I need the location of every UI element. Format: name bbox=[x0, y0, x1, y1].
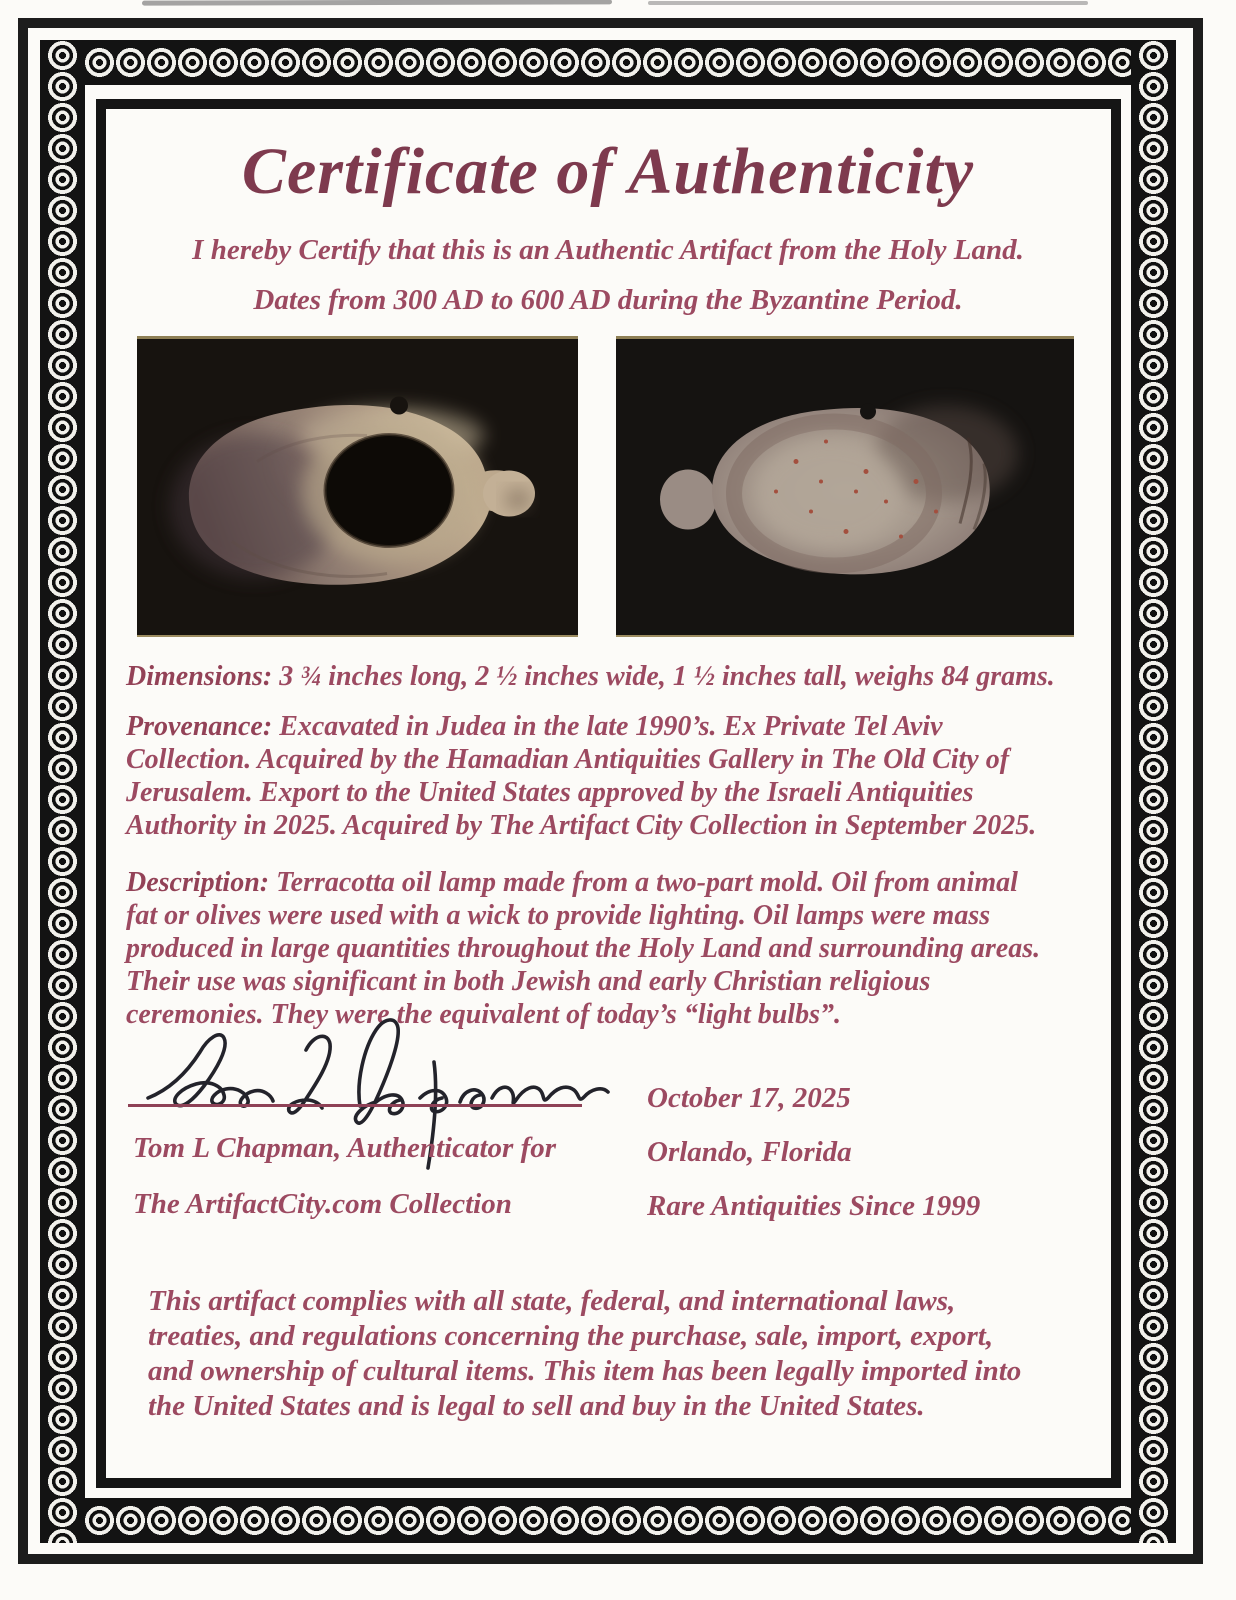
scan-smudge bbox=[142, 0, 612, 6]
description-label: Description: bbox=[126, 867, 270, 898]
scan-smudge bbox=[648, 1, 1088, 5]
page-title: Certificate of Authenticity bbox=[241, 135, 975, 208]
dimensions-label: Dimensions: bbox=[126, 661, 273, 692]
circle-band-left bbox=[40, 40, 85, 1543]
dimensions-text: 3 ¾ inches long, 2 ½ inches wide, 1 ½ inches tall, weighs 84 grams. bbox=[279, 661, 1055, 692]
description-line: Their use was significant in both Jewish and early Christian religious bbox=[126, 966, 931, 997]
dates-line: Dates from 300 AD to 600 AD during the Byzantine Period. bbox=[253, 284, 963, 316]
company-tagline: Rare Antiquities Since 1999 bbox=[647, 1190, 981, 1222]
circle-band-bottom bbox=[84, 1498, 1132, 1543]
provenance-paragraph bbox=[126, 710, 1036, 842]
signature-line bbox=[128, 1104, 582, 1107]
description-line: fat or olives were used with a wick to provide lighting. Oil lamps were mass bbox=[126, 900, 991, 931]
certify-line: I hereby Certify that this is an Authentic Artifact from the Holy Land. bbox=[192, 234, 1024, 266]
provenance-line: Collection. Acquired by the Hamadian Antiquities Gallery in The Old City of bbox=[126, 744, 1010, 775]
provenance-label: Provenance: bbox=[126, 711, 273, 742]
description-line: Terracotta oil lamp made from a two-part mold. Oil from animal bbox=[276, 867, 1018, 898]
legal-line: treaties, and regulations concerning the purchase, sale, import, export, bbox=[148, 1320, 994, 1352]
provenance-line: Jerusalem. Export to the United States approved by the Israeli Antiquities bbox=[126, 777, 974, 808]
legal-line: This artifact complies with all state, federal, and international laws, bbox=[148, 1285, 956, 1317]
legal-line: and ownership of cultural items. This item has been legally imported into bbox=[148, 1355, 1022, 1387]
description-line: produced in large quantities throughout the Holy Land and surrounding areas. bbox=[126, 933, 1041, 964]
legal-paragraph bbox=[148, 1284, 1021, 1424]
provenance-line: Excavated in Judea in the late 1990’s. Ex Private Tel Aviv bbox=[279, 711, 943, 742]
legal-line: the United States and is legal to sell and buy in the United States. bbox=[148, 1390, 925, 1422]
dimensions-paragraph bbox=[126, 660, 1055, 693]
description-line: ceremonies. They were the equivalent of today’s “light bulbs”. bbox=[126, 999, 841, 1030]
signer-name-title: Tom L Chapman, Authenticator for bbox=[133, 1132, 557, 1164]
oil-lamp-bottom-view-image bbox=[616, 339, 1074, 635]
signer-collection: The ArtifactCity.com Collection bbox=[133, 1188, 512, 1220]
certificate-location: Orlando, Florida bbox=[647, 1136, 852, 1168]
certificate-date: October 17, 2025 bbox=[647, 1082, 851, 1114]
circle-band-top bbox=[84, 40, 1132, 85]
provenance-line: Authority in 2025. Acquired by The Artifact City Collection in September 2025. bbox=[126, 810, 1037, 841]
oil-lamp-top-view-image bbox=[137, 339, 578, 635]
description-paragraph bbox=[126, 866, 1040, 1031]
artifact-photo-bottom-view bbox=[616, 336, 1074, 637]
artifact-photo-top-view bbox=[137, 336, 578, 637]
circle-band-right bbox=[1131, 40, 1176, 1543]
